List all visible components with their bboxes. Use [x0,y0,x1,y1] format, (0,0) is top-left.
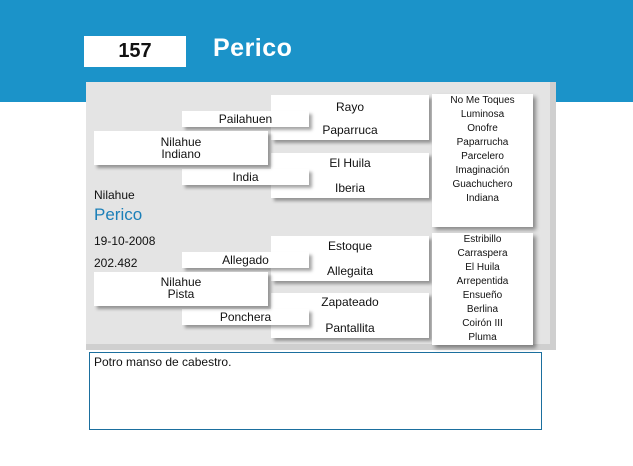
pedigree-sire [94,131,268,165]
pedigree-name-gen4: Onofre [467,123,498,134]
pedigree-name-gen4: Luminosa [460,109,505,120]
pedigree-name-gen4: Carraspera [457,248,508,259]
pedigree-name-gen3: Zapateado [321,295,379,309]
pedigree-name-gen4: No Me Toques [450,95,515,106]
lot-number: 157 [84,36,186,67]
pedigree-name-gen3: Rayo [335,100,364,114]
pedigree-name-gen4: Berlina [466,304,499,315]
pedigree-gen4-top [432,94,533,227]
pedigree-name-gen4: Arrepentida [456,276,509,287]
pedigree-name-gen3: Estoque [327,239,373,253]
pedigree-sire-line1: Nilahue [160,135,202,149]
horse-birth-date: 19-10-2008 [94,234,156,248]
pedigree-name-gen4: Indiana [466,193,499,204]
pedigree-name-gen3: El Huila [329,156,371,170]
pedigree-name-gen4: El Huila [465,262,500,273]
pedigree-name-gen3: Paparruca [322,123,378,137]
pedigree-dam-line1: Nilahue [160,275,202,289]
pedigree-name-gen4: Estribillo [463,234,502,245]
page-title: Perico [213,34,293,62]
pedigree-name-gen4: Parcelero [461,151,504,162]
pedigree-dam-line2: Pista [167,287,195,301]
pedigree-dam [94,272,268,306]
pedigree-name-gen3: Iberia [334,181,366,195]
pedigree-dam-sire: Allegado [182,252,309,268]
pedigree-sire-dam: India [182,169,309,185]
horse-registration: 202.482 [94,256,138,270]
pedigree-gen4-bottom [432,233,533,345]
pedigree-name-gen4: Coirón III [462,318,503,329]
pedigree-sire-sire: Pailahuen [182,111,309,127]
pedigree-name-gen4: Paparrucha [456,137,509,148]
comment-box: Potro manso de cabestro. [89,352,542,430]
pedigree-sire-line2: Indiano [161,147,201,161]
pedigree-name-gen4: Imaginación [455,165,510,176]
pedigree-name-gen3: Pantallita [325,321,375,335]
horse-name: Perico [94,205,143,224]
pedigree-name-gen3: Allegaita [326,264,374,278]
horse-breeder: Nilahue [94,188,135,202]
pedigree-name-gen4: Guachuchero [452,179,513,190]
pedigree-name-gen4: Pluma [468,332,497,343]
pedigree-name-gen4: Ensueño [462,290,503,301]
pedigree-dam-dam: Ponchera [182,309,309,325]
